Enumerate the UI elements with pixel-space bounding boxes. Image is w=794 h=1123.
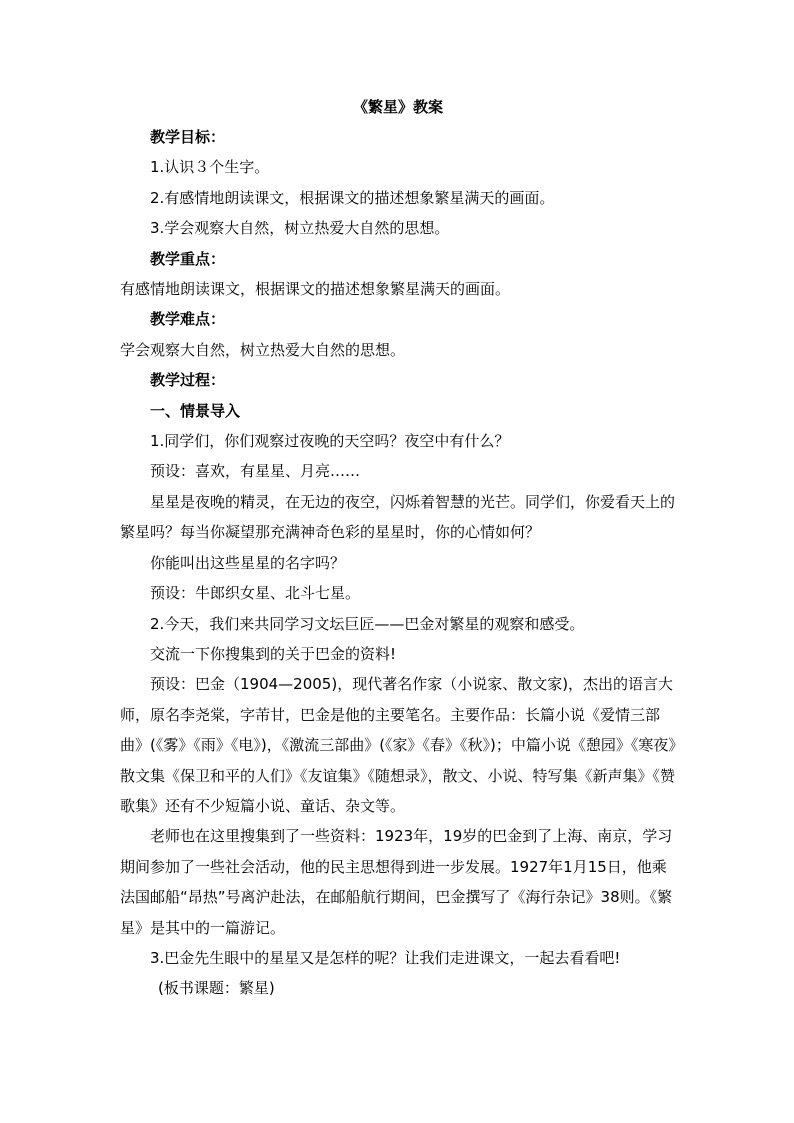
process-paragraph: 交流一下你搜集到的关于巴金的资料! <box>150 644 397 663</box>
process-paragraph-bajin-bio: 预设：巴金（1904—2005)，现代著名作家（小说家、散文家)，杰出的语言大师，原名李尧棠，字芾甘，巴金是他的主要笔名。主要作品：长篇小说《爱情三部曲》(《雾》《雨》《电》)，《激流三部曲》(《家》《春》《秋》)；中篇小说《憩园》《寒夜》散文集《保卫和平的人们》《友谊集》《随想录》，散文、小说、特写集《新声集》《赞歌集》还有不少短篇小说、童话、杂文等。 <box>120 675 676 815</box>
process-paragraph: 你能叫出这些星星的名字吗？ <box>150 553 346 572</box>
goal-item-2: 2.有感情地朗读课文，根据课文的描述想象繁星满天的画面。 <box>150 188 555 207</box>
section-heading-key-points: 教学重点： <box>150 249 226 268</box>
process-paragraph: 预设：牛郎织女星、北斗七星。 <box>150 584 361 603</box>
subsection-heading-intro: 一、情景导入 <box>150 401 241 420</box>
document-content <box>120 92 676 1004</box>
process-paragraph-teacher-materials: 老师也在这里搜集到了一些资料：1923年，19岁的巴金到了上海、南京，学习期间参加了一些社会活动，他的民主思想得到进一步发展。1927年1月15日，他乘法国邮船“昂热”号离沪赴法，在邮船航行期间，巴金撰写了《海行杂记》38则。《繁星》是其中的一篇游记。 <box>120 827 673 937</box>
blackboard-title-note: (板书课题：繁星) <box>158 979 275 998</box>
document-title: 《繁星》教案 <box>352 98 443 116</box>
process-paragraph: 2.今天，我们来共同学习文坛巨匠——巴金对繁星的观察和感受。 <box>150 614 585 633</box>
process-paragraph: 星星是夜晚的精灵，在无边的夜空，闪烁着智慧的光芒。同学们，你爱看天上的繁星吗？每当你凝望那充满神奇色彩的星星时，你的心情如何？ <box>120 492 676 542</box>
process-paragraph: 3.巴金先生眼中的星星又是怎样的呢？让我们走进课文，一起去看看吧! <box>150 948 621 967</box>
process-paragraph: 1.同学们，你们观察过夜晚的天空吗？夜空中有什么？ <box>150 432 510 451</box>
process-paragraph: 预设：喜欢，有星星、月亮…… <box>150 462 361 481</box>
difficulties-text: 学会观察大自然，树立热爱大自然的思想。 <box>120 340 406 359</box>
section-heading-process: 教学过程： <box>150 371 226 390</box>
goal-item-3: 3.学会观察大自然，树立热爱大自然的思想。 <box>150 219 450 238</box>
section-heading-goals: 教学目标： <box>150 128 226 146</box>
goal-item-1: 1.认识３个生字。 <box>150 158 270 177</box>
section-heading-difficulties: 教学难点： <box>150 310 226 329</box>
key-points-text: 有感情地朗读课文，根据课文的描述想象繁星满天的画面。 <box>120 280 511 299</box>
